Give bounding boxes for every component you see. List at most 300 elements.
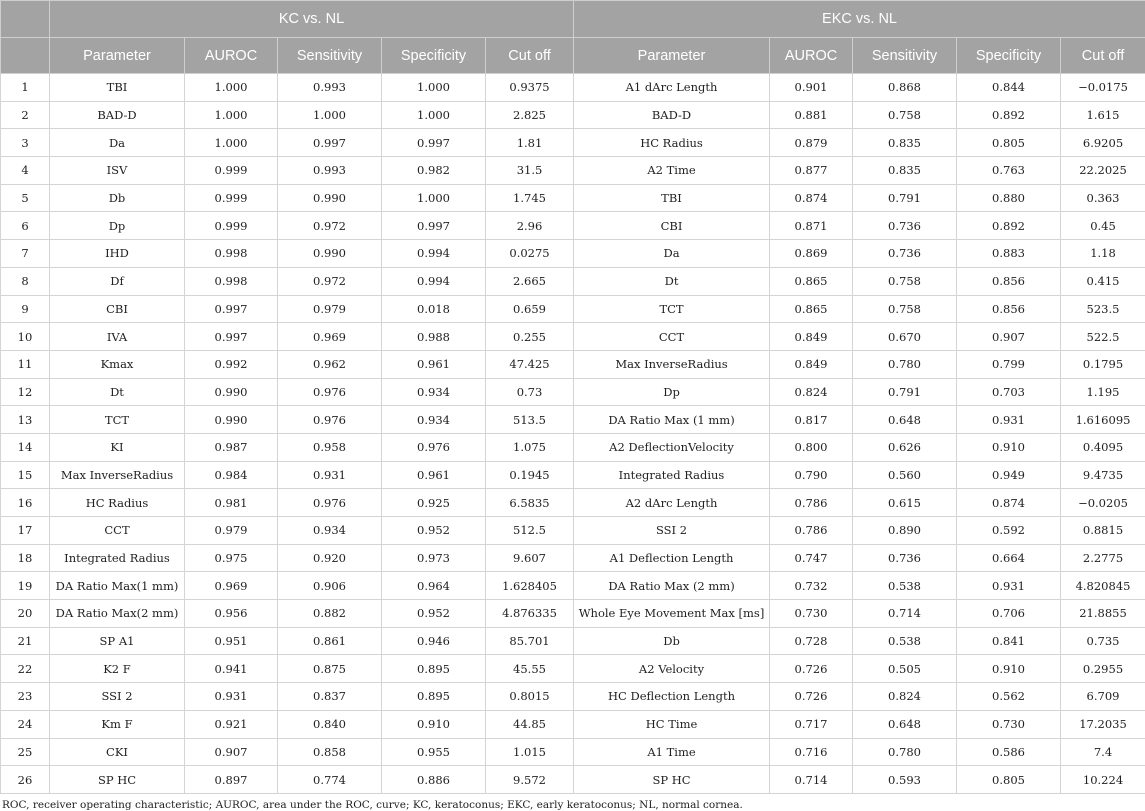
ekc-parameter-cell: DA Ratio Max (2 mm)	[574, 572, 770, 600]
ekc-parameter-cell: Dp	[574, 378, 770, 406]
table-row	[1, 655, 1145, 683]
ekc-parameter-cell: Whole Eye Movement Max [ms]	[574, 600, 770, 628]
table-row	[1, 184, 1145, 212]
kc-cutoff-cell: 44.85	[486, 710, 574, 738]
kc-parameter-cell: KI	[50, 433, 185, 461]
ekc-specificity-cell: 0.949	[957, 461, 1061, 489]
kc-cutoff-cell: 9.572	[486, 766, 574, 794]
row-index-cell: 6	[1, 212, 50, 240]
kc-cutoff-cell: 0.9375	[486, 74, 574, 102]
ekc-auroc-cell: 0.877	[770, 157, 853, 185]
ekc-cutoff-cell: 4.820845	[1061, 572, 1145, 600]
row-index-cell: 21	[1, 627, 50, 655]
row-index-cell: 20	[1, 600, 50, 628]
kc-specificity-cell: 0.886	[382, 766, 486, 794]
row-index-cell: 5	[1, 184, 50, 212]
row-index-cell: 8	[1, 267, 50, 295]
ekc-parameter-cell: A1 Time	[574, 738, 770, 766]
ekc-sensitivity-cell: 0.824	[853, 683, 957, 711]
table-row	[1, 295, 1145, 323]
row-index-cell: 10	[1, 323, 50, 351]
kc-sensitivity-cell: 0.990	[278, 240, 382, 268]
row-index-cell: 7	[1, 240, 50, 268]
row-index-cell: 17	[1, 517, 50, 545]
ekc-auroc-cell: 0.881	[770, 101, 853, 129]
kc-auroc-cell: 0.999	[185, 157, 278, 185]
ekc-parameter-cell: Max InverseRadius	[574, 350, 770, 378]
kc-specificity-cell: 0.895	[382, 655, 486, 683]
ekc-cutoff-cell: 1.616095	[1061, 406, 1145, 434]
kc-sensitivity-cell: 0.962	[278, 350, 382, 378]
table-row	[1, 240, 1145, 268]
ekc-parameter-cell: A2 dArc Length	[574, 489, 770, 517]
ekc-auroc-cell: 0.901	[770, 74, 853, 102]
ekc-cutoff-cell: 1.615	[1061, 101, 1145, 129]
ekc-sensitivity-cell: 0.868	[853, 74, 957, 102]
table-row	[1, 572, 1145, 600]
ekc-auroc-cell: 0.824	[770, 378, 853, 406]
kc-specificity-cell: 0.988	[382, 323, 486, 351]
ekc-sensitivity-cell: 0.538	[853, 572, 957, 600]
kc-specificity-cell: 0.994	[382, 240, 486, 268]
ekc-cutoff-cell: 523.5	[1061, 295, 1145, 323]
kc-auroc-cell: 0.984	[185, 461, 278, 489]
kc-sensitivity-cell: 0.858	[278, 738, 382, 766]
row-index-cell: 19	[1, 572, 50, 600]
ekc-auroc-cell: 0.849	[770, 323, 853, 351]
ekc-cutoff-cell: 0.363	[1061, 184, 1145, 212]
row-index-cell: 15	[1, 461, 50, 489]
ekc-cutoff-cell: −0.0175	[1061, 74, 1145, 102]
row-index-cell: 13	[1, 406, 50, 434]
ekc-auroc-cell: 0.717	[770, 710, 853, 738]
ekc-parameter-cell: CCT	[574, 323, 770, 351]
ekc-sensitivity-cell: 0.593	[853, 766, 957, 794]
kc-sensitivity-header: Sensitivity	[278, 38, 382, 74]
kc-specificity-cell: 0.925	[382, 489, 486, 517]
column-header-row	[1, 38, 1145, 74]
kc-cutoff-cell: 0.659	[486, 295, 574, 323]
kc-parameter-cell: Km F	[50, 710, 185, 738]
corner-cell	[1, 1, 50, 38]
kc-parameter-cell: HC Radius	[50, 489, 185, 517]
kc-specificity-cell: 0.973	[382, 544, 486, 572]
kc-cutoff-cell: 0.0275	[486, 240, 574, 268]
table-row	[1, 101, 1145, 129]
ekc-cutoff-cell: 0.4095	[1061, 433, 1145, 461]
ekc-specificity-cell: 0.883	[957, 240, 1061, 268]
ekc-specificity-cell: 0.856	[957, 295, 1061, 323]
ekc-sensitivity-cell: 0.758	[853, 101, 957, 129]
kc-specificity-cell: 0.976	[382, 433, 486, 461]
ekc-specificity-cell: 0.730	[957, 710, 1061, 738]
kc-parameter-cell: Integrated Radius	[50, 544, 185, 572]
ekc-cutoff-cell: 0.45	[1061, 212, 1145, 240]
ekc-sensitivity-cell: 0.736	[853, 544, 957, 572]
row-index-cell: 24	[1, 710, 50, 738]
ekc-parameter-cell: Dt	[574, 267, 770, 295]
ekc-specificity-cell: 0.910	[957, 433, 1061, 461]
ekc-cutoff-cell: 0.8815	[1061, 517, 1145, 545]
ekc-auroc-cell: 0.849	[770, 350, 853, 378]
ekc-cutoff-cell: 0.415	[1061, 267, 1145, 295]
ekc-auroc-header: AUROC	[770, 38, 853, 74]
row-index-cell: 1	[1, 74, 50, 102]
ekc-specificity-cell: 0.856	[957, 267, 1061, 295]
table-row	[1, 74, 1145, 102]
kc-auroc-cell: 0.997	[185, 323, 278, 351]
kc-auroc-cell: 0.997	[185, 295, 278, 323]
kc-cutoff-cell: 1.745	[486, 184, 574, 212]
kc-sensitivity-cell: 0.976	[278, 406, 382, 434]
row-index-cell: 14	[1, 433, 50, 461]
ekc-auroc-cell: 0.728	[770, 627, 853, 655]
ekc-specificity-cell: 0.706	[957, 600, 1061, 628]
kc-auroc-cell: 0.998	[185, 267, 278, 295]
group-header-ekc: EKC vs. NL	[574, 1, 1145, 38]
kc-specificity-cell: 0.997	[382, 129, 486, 157]
kc-parameter-cell: IHD	[50, 240, 185, 268]
table-row	[1, 627, 1145, 655]
kc-auroc-cell: 0.981	[185, 489, 278, 517]
kc-parameter-cell: SSI 2	[50, 683, 185, 711]
ekc-parameter-cell: DA Ratio Max (1 mm)	[574, 406, 770, 434]
ekc-cutoff-cell: 522.5	[1061, 323, 1145, 351]
ekc-auroc-cell: 0.732	[770, 572, 853, 600]
ekc-auroc-cell: 0.786	[770, 489, 853, 517]
table-row	[1, 461, 1145, 489]
ekc-specificity-cell: 0.892	[957, 212, 1061, 240]
table-row	[1, 433, 1145, 461]
ekc-parameter-header: Parameter	[574, 38, 770, 74]
ekc-sensitivity-header: Sensitivity	[853, 38, 957, 74]
table-row	[1, 600, 1145, 628]
kc-specificity-cell: 0.961	[382, 350, 486, 378]
ekc-specificity-header: Specificity	[957, 38, 1061, 74]
ekc-specificity-cell: 0.664	[957, 544, 1061, 572]
kc-auroc-cell: 1.000	[185, 74, 278, 102]
kc-parameter-cell: DA Ratio Max(2 mm)	[50, 600, 185, 628]
row-index-cell: 22	[1, 655, 50, 683]
kc-sensitivity-cell: 0.976	[278, 489, 382, 517]
kc-cutoff-cell: 31.5	[486, 157, 574, 185]
kc-auroc-cell: 0.931	[185, 683, 278, 711]
table-row	[1, 766, 1145, 794]
ekc-cutoff-header: Cut off	[1061, 38, 1145, 74]
ekc-specificity-cell: 0.703	[957, 378, 1061, 406]
kc-auroc-cell: 0.999	[185, 212, 278, 240]
table-row	[1, 323, 1145, 351]
table-row	[1, 544, 1145, 572]
ekc-sensitivity-cell: 0.648	[853, 406, 957, 434]
kc-sensitivity-cell: 0.997	[278, 129, 382, 157]
ekc-specificity-cell: 0.880	[957, 184, 1061, 212]
group-header-row	[1, 1, 1145, 38]
ekc-specificity-cell: 0.805	[957, 766, 1061, 794]
kc-cutoff-cell: 85.701	[486, 627, 574, 655]
table-row	[1, 710, 1145, 738]
ekc-parameter-cell: Integrated Radius	[574, 461, 770, 489]
kc-cutoff-cell: 0.1945	[486, 461, 574, 489]
kc-parameter-cell: TCT	[50, 406, 185, 434]
row-index-cell: 3	[1, 129, 50, 157]
ekc-sensitivity-cell: 0.791	[853, 184, 957, 212]
ekc-parameter-cell: A2 Time	[574, 157, 770, 185]
kc-cutoff-cell: 0.8015	[486, 683, 574, 711]
kc-cutoff-cell: 512.5	[486, 517, 574, 545]
ekc-parameter-cell: HC Deflection Length	[574, 683, 770, 711]
kc-sensitivity-cell: 0.920	[278, 544, 382, 572]
kc-parameter-cell: Dt	[50, 378, 185, 406]
ekc-specificity-cell: 0.931	[957, 572, 1061, 600]
kc-parameter-cell: BAD-D	[50, 101, 185, 129]
kc-cutoff-cell: 2.96	[486, 212, 574, 240]
row-index-cell: 23	[1, 683, 50, 711]
ekc-sensitivity-cell: 0.835	[853, 129, 957, 157]
kc-auroc-cell: 0.979	[185, 517, 278, 545]
kc-auroc-cell: 0.975	[185, 544, 278, 572]
kc-auroc-cell: 1.000	[185, 101, 278, 129]
ekc-specificity-cell: 0.586	[957, 738, 1061, 766]
ekc-auroc-cell: 0.716	[770, 738, 853, 766]
ekc-auroc-cell: 0.879	[770, 129, 853, 157]
kc-sensitivity-cell: 0.861	[278, 627, 382, 655]
ekc-sensitivity-cell: 0.736	[853, 240, 957, 268]
table-row	[1, 738, 1145, 766]
kc-auroc-cell: 1.000	[185, 129, 278, 157]
kc-specificity-cell: 0.946	[382, 627, 486, 655]
row-index-cell: 2	[1, 101, 50, 129]
ekc-sensitivity-cell: 0.791	[853, 378, 957, 406]
kc-auroc-cell: 0.941	[185, 655, 278, 683]
kc-cutoff-cell: 47.425	[486, 350, 574, 378]
ekc-specificity-cell: 0.892	[957, 101, 1061, 129]
ekc-auroc-cell: 0.800	[770, 433, 853, 461]
kc-specificity-cell: 0.982	[382, 157, 486, 185]
ekc-cutoff-cell: 0.735	[1061, 627, 1145, 655]
kc-sensitivity-cell: 0.969	[278, 323, 382, 351]
table-body	[1, 74, 1145, 794]
ekc-auroc-cell: 0.786	[770, 517, 853, 545]
kc-auroc-cell: 0.990	[185, 378, 278, 406]
ekc-parameter-cell: A2 DeflectionVelocity	[574, 433, 770, 461]
ekc-sensitivity-cell: 0.714	[853, 600, 957, 628]
ekc-auroc-cell: 0.865	[770, 267, 853, 295]
kc-sensitivity-cell: 0.882	[278, 600, 382, 628]
ekc-parameter-cell: TCT	[574, 295, 770, 323]
kc-parameter-cell: Dp	[50, 212, 185, 240]
ekc-sensitivity-cell: 0.780	[853, 738, 957, 766]
kc-specificity-cell: 0.952	[382, 517, 486, 545]
kc-cutoff-cell: 2.665	[486, 267, 574, 295]
kc-cutoff-cell: 4.876335	[486, 600, 574, 628]
kc-sensitivity-cell: 1.000	[278, 101, 382, 129]
kc-cutoff-header: Cut off	[486, 38, 574, 74]
ekc-cutoff-cell: 0.1795	[1061, 350, 1145, 378]
ekc-specificity-cell: 0.805	[957, 129, 1061, 157]
ekc-specificity-cell: 0.841	[957, 627, 1061, 655]
table-row	[1, 489, 1145, 517]
kc-parameter-cell: SP HC	[50, 766, 185, 794]
row-index-cell: 9	[1, 295, 50, 323]
row-index-cell: 26	[1, 766, 50, 794]
ekc-auroc-cell: 0.871	[770, 212, 853, 240]
table-row	[1, 212, 1145, 240]
kc-auroc-cell: 0.987	[185, 433, 278, 461]
kc-specificity-cell: 0.952	[382, 600, 486, 628]
ekc-cutoff-cell: 2.2775	[1061, 544, 1145, 572]
ekc-specificity-cell: 0.562	[957, 683, 1061, 711]
kc-sensitivity-cell: 0.931	[278, 461, 382, 489]
kc-sensitivity-cell: 0.972	[278, 267, 382, 295]
kc-cutoff-cell: 1.015	[486, 738, 574, 766]
ekc-parameter-cell: SP HC	[574, 766, 770, 794]
kc-parameter-cell: CKI	[50, 738, 185, 766]
kc-cutoff-cell: 2.825	[486, 101, 574, 129]
kc-parameter-cell: Max InverseRadius	[50, 461, 185, 489]
row-index-cell: 16	[1, 489, 50, 517]
index-header	[1, 38, 50, 74]
row-index-cell: 25	[1, 738, 50, 766]
kc-auroc-cell: 0.921	[185, 710, 278, 738]
kc-specificity-cell: 1.000	[382, 101, 486, 129]
ekc-parameter-cell: A1 Deflection Length	[574, 544, 770, 572]
kc-parameter-cell: Da	[50, 129, 185, 157]
ekc-parameter-cell: BAD-D	[574, 101, 770, 129]
kc-cutoff-cell: 1.81	[486, 129, 574, 157]
ekc-auroc-cell: 0.817	[770, 406, 853, 434]
kc-parameter-cell: CCT	[50, 517, 185, 545]
ekc-cutoff-cell: 9.4735	[1061, 461, 1145, 489]
ekc-sensitivity-cell: 0.560	[853, 461, 957, 489]
kc-specificity-cell: 0.997	[382, 212, 486, 240]
ekc-parameter-cell: HC Radius	[574, 129, 770, 157]
ekc-parameter-cell: TBI	[574, 184, 770, 212]
kc-sensitivity-cell: 0.958	[278, 433, 382, 461]
kc-sensitivity-cell: 0.875	[278, 655, 382, 683]
ekc-cutoff-cell: 7.4	[1061, 738, 1145, 766]
kc-sensitivity-cell: 0.972	[278, 212, 382, 240]
table-row	[1, 406, 1145, 434]
kc-parameter-cell: Kmax	[50, 350, 185, 378]
ekc-auroc-cell: 0.865	[770, 295, 853, 323]
ekc-specificity-cell: 0.844	[957, 74, 1061, 102]
kc-parameter-cell: TBI	[50, 74, 185, 102]
kc-sensitivity-cell: 0.990	[278, 184, 382, 212]
ekc-cutoff-cell: 10.224	[1061, 766, 1145, 794]
table-row	[1, 267, 1145, 295]
ekc-cutoff-cell: 0.2955	[1061, 655, 1145, 683]
table-row	[1, 129, 1145, 157]
kc-sensitivity-cell: 0.774	[278, 766, 382, 794]
ekc-specificity-cell: 0.592	[957, 517, 1061, 545]
ekc-parameter-cell: A2 Velocity	[574, 655, 770, 683]
row-index-cell: 11	[1, 350, 50, 378]
kc-cutoff-cell: 1.628405	[486, 572, 574, 600]
ekc-cutoff-cell: 6.709	[1061, 683, 1145, 711]
ekc-auroc-cell: 0.714	[770, 766, 853, 794]
group-header-kc: KC vs. NL	[50, 1, 574, 38]
ekc-auroc-cell: 0.869	[770, 240, 853, 268]
ekc-auroc-cell: 0.730	[770, 600, 853, 628]
kc-sensitivity-cell: 0.934	[278, 517, 382, 545]
kc-cutoff-cell: 45.55	[486, 655, 574, 683]
kc-sensitivity-cell: 0.837	[278, 683, 382, 711]
kc-parameter-cell: CBI	[50, 295, 185, 323]
kc-specificity-cell: 1.000	[382, 74, 486, 102]
ekc-cutoff-cell: 1.195	[1061, 378, 1145, 406]
ekc-sensitivity-cell: 0.538	[853, 627, 957, 655]
kc-sensitivity-cell: 0.906	[278, 572, 382, 600]
kc-specificity-cell: 0.955	[382, 738, 486, 766]
kc-auroc-cell: 0.992	[185, 350, 278, 378]
kc-cutoff-cell: 6.5835	[486, 489, 574, 517]
kc-sensitivity-cell: 0.993	[278, 74, 382, 102]
ekc-specificity-cell: 0.931	[957, 406, 1061, 434]
ekc-sensitivity-cell: 0.615	[853, 489, 957, 517]
ekc-auroc-cell: 0.874	[770, 184, 853, 212]
ekc-sensitivity-cell: 0.890	[853, 517, 957, 545]
kc-cutoff-cell: 0.73	[486, 378, 574, 406]
ekc-sensitivity-cell: 0.758	[853, 267, 957, 295]
kc-sensitivity-cell: 0.979	[278, 295, 382, 323]
kc-parameter-cell: Df	[50, 267, 185, 295]
ekc-auroc-cell: 0.726	[770, 683, 853, 711]
ekc-cutoff-cell: 17.2035	[1061, 710, 1145, 738]
kc-sensitivity-cell: 0.993	[278, 157, 382, 185]
kc-specificity-cell: 0.994	[382, 267, 486, 295]
kc-cutoff-cell: 0.255	[486, 323, 574, 351]
ekc-sensitivity-cell: 0.626	[853, 433, 957, 461]
kc-auroc-cell: 0.999	[185, 184, 278, 212]
ekc-sensitivity-cell: 0.505	[853, 655, 957, 683]
ekc-cutoff-cell: 1.18	[1061, 240, 1145, 268]
ekc-parameter-cell: SSI 2	[574, 517, 770, 545]
ekc-cutoff-cell: −0.0205	[1061, 489, 1145, 517]
kc-parameter-cell: SP A1	[50, 627, 185, 655]
kc-parameter-cell: DA Ratio Max(1 mm)	[50, 572, 185, 600]
kc-auroc-cell: 0.969	[185, 572, 278, 600]
row-index-cell: 12	[1, 378, 50, 406]
kc-parameter-header: Parameter	[50, 38, 185, 74]
ekc-auroc-cell: 0.790	[770, 461, 853, 489]
ekc-sensitivity-cell: 0.758	[853, 295, 957, 323]
table-footnote: ROC, receiver operating characteristic; AUROC, area under the ROC, curve; KC, keratoconus; EKC, early keratoconus; NL, normal cornea.	[0, 794, 1145, 811]
kc-specificity-header: Specificity	[382, 38, 486, 74]
kc-auroc-header: AUROC	[185, 38, 278, 74]
ekc-parameter-cell: HC Time	[574, 710, 770, 738]
ekc-parameter-cell: CBI	[574, 212, 770, 240]
table-row	[1, 683, 1145, 711]
kc-auroc-cell: 0.998	[185, 240, 278, 268]
kc-auroc-cell: 0.956	[185, 600, 278, 628]
kc-specificity-cell: 0.964	[382, 572, 486, 600]
ekc-sensitivity-cell: 0.736	[853, 212, 957, 240]
row-index-cell: 18	[1, 544, 50, 572]
kc-sensitivity-cell: 0.840	[278, 710, 382, 738]
kc-auroc-cell: 0.951	[185, 627, 278, 655]
table-row	[1, 378, 1145, 406]
kc-specificity-cell: 0.018	[382, 295, 486, 323]
ekc-parameter-cell: Da	[574, 240, 770, 268]
table-header	[1, 1, 1145, 74]
table-row	[1, 350, 1145, 378]
kc-auroc-cell: 0.990	[185, 406, 278, 434]
ekc-auroc-cell: 0.726	[770, 655, 853, 683]
ekc-sensitivity-cell: 0.780	[853, 350, 957, 378]
ekc-cutoff-cell: 6.9205	[1061, 129, 1145, 157]
kc-sensitivity-cell: 0.976	[278, 378, 382, 406]
